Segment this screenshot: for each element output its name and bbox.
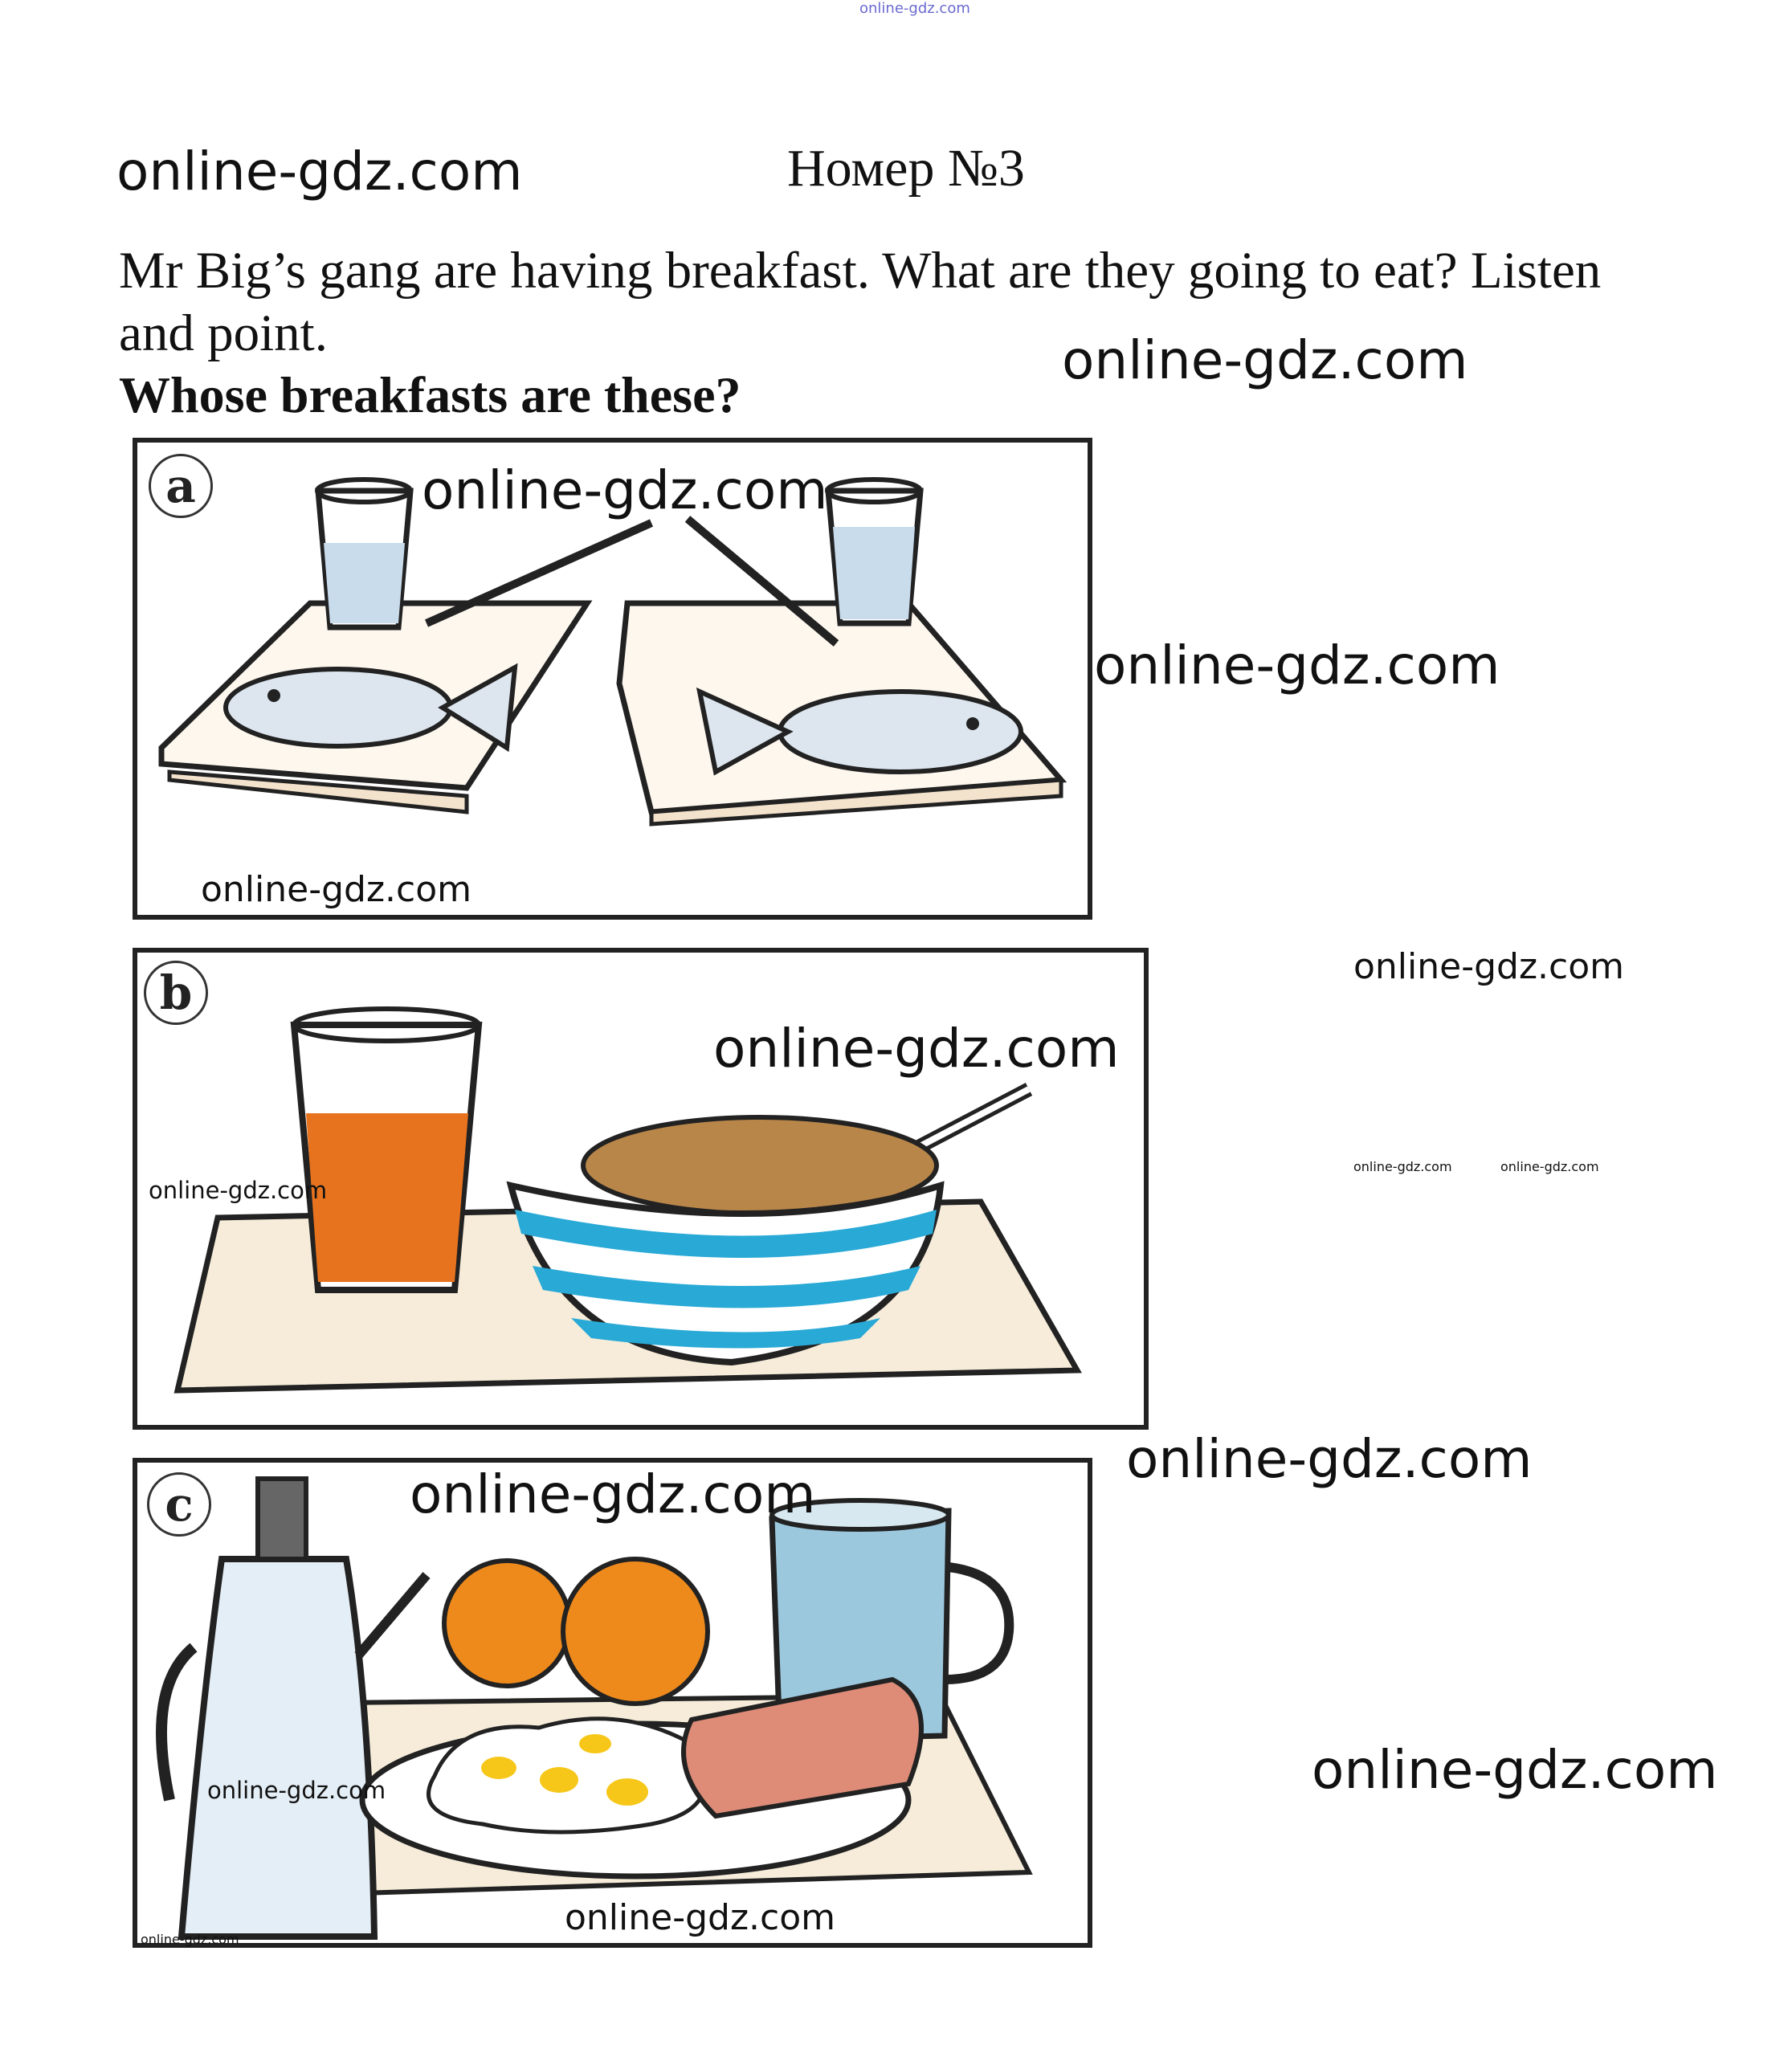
watermark: online-gdz.com — [1126, 1428, 1533, 1490]
watermark: online-gdz.com — [1353, 946, 1625, 987]
watermark: online-gdz.com — [565, 1897, 836, 1938]
watermark: online-gdz.com — [201, 869, 472, 910]
watermark: online-gdz.com — [1317, 2024, 1324, 2025]
panel-c-illustration — [137, 1463, 1088, 1943]
watermark: online-gdz.com — [410, 1463, 816, 1525]
orange-right — [563, 1559, 708, 1704]
watermark: online-gdz.com — [713, 1018, 1120, 1080]
watermark: online-gdz.com — [1094, 635, 1500, 696]
juice-glass — [294, 1009, 479, 1290]
fried-eggs — [429, 1719, 705, 1832]
question-heading: Whose breakfasts are these? — [119, 366, 741, 423]
panel-letter-c: c — [147, 1472, 211, 1537]
site-label: online-gdz.com — [116, 141, 523, 202]
panel-letter-b: b — [144, 961, 208, 1025]
watermark: online-gdz.com — [1500, 1159, 1599, 1174]
watermark: online-gdz.com — [1062, 329, 1468, 391]
watermark: online-gdz.com — [422, 459, 828, 521]
watermark: online-gdz.com — [149, 1177, 328, 1204]
orange-left — [444, 1561, 569, 1686]
juice — [306, 1113, 468, 1282]
watermark: online-gdz.com — [1353, 1159, 1452, 1174]
instruction-line-1: Mr Big’s gang are having breakfast. What are they going to eat? Listen — [119, 242, 1602, 300]
picture-panel-c — [133, 1458, 1092, 1948]
watermark: online-gdz.com — [207, 1777, 386, 1804]
water-glass-left — [317, 480, 410, 627]
watermark: online-gdz.com — [1312, 1739, 1718, 1801]
top-watermark: online-gdz.com — [859, 0, 970, 17]
instruction-line-2: and point. — [119, 304, 328, 362]
exercise-number: Номер №3 — [787, 139, 1025, 198]
watermark: online-gdz.com — [141, 1932, 239, 1947]
water-glass-right — [827, 480, 920, 623]
panel-letter-a: a — [149, 454, 213, 518]
